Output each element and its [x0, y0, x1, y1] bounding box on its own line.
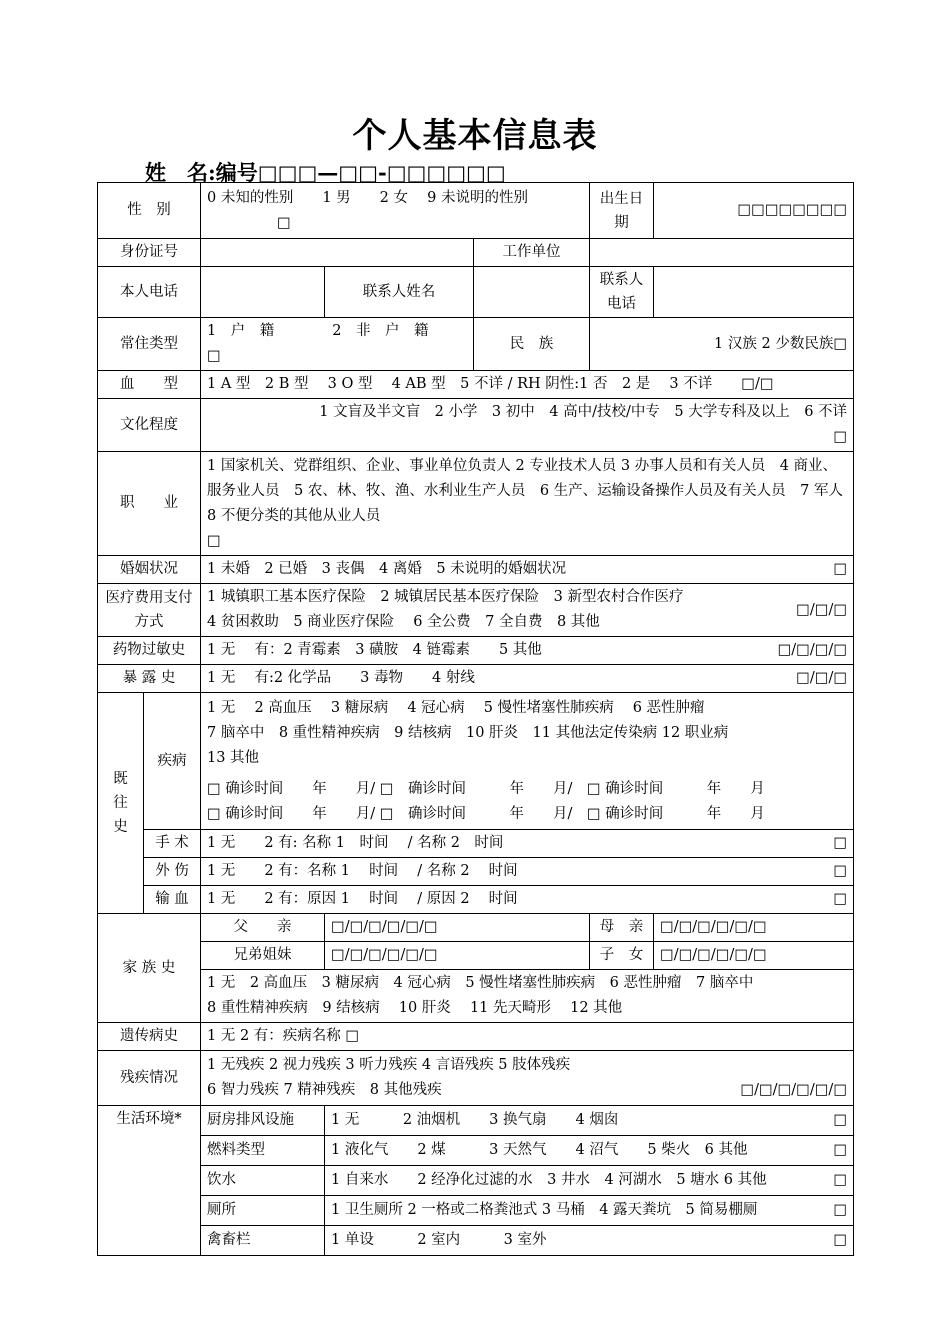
father-boxes[interactable]: □/□/□/□/□/□	[325, 914, 590, 942]
surgery-text: 1 无 2 有: 名称 1 时间 / 名称 2 时间	[207, 835, 504, 851]
history-disease-row	[98, 693, 854, 830]
allergy-options[interactable]	[201, 637, 854, 665]
allergy-options-text: 1 无 有：2 青霉素 3 磺胺 4 链霉素 5 其他	[207, 642, 542, 658]
ethnic-options[interactable]: 1 汉族 2 少数民族□	[590, 318, 854, 371]
exposure-row	[98, 665, 854, 693]
work-field[interactable]	[590, 239, 854, 267]
living-item-name: 燃料类型	[201, 1136, 325, 1166]
residence-options[interactable]	[201, 318, 474, 371]
living-row-4	[98, 1226, 854, 1256]
name-label: 姓 名:	[145, 160, 216, 185]
transfusion-row	[98, 886, 854, 914]
education-options-text: 1 文盲及半文盲 2 小学 3 初中 4 高中/技校/中专 5 大学专科及以上 6 不详	[319, 404, 848, 420]
living-item-name: 饮水	[201, 1166, 325, 1196]
family-siblings-row	[98, 942, 854, 970]
medical-pay-line1: 1 城镇职工基本医疗保险 2 城镇居民基本医疗保险 3 新型农村合作医疗	[207, 589, 684, 605]
marriage-checkbox[interactable]: □	[833, 561, 848, 577]
occupation-checkbox[interactable]: □	[207, 532, 221, 549]
disability-row	[98, 1051, 854, 1106]
diagnosis-row-2[interactable]: □ 确诊时间 年 月/ □ 确诊时间 年 月/ □ 确诊时间 年 月	[207, 805, 765, 822]
disease-line2: 7 脑卒中 8 重性精神疾病 9 结核病 10 肝炎 11 其他法定传染病 12 职业病	[207, 724, 729, 741]
living-checkbox[interactable]: □	[833, 1232, 848, 1248]
medical-pay-options[interactable]	[201, 584, 854, 637]
surgery-options[interactable]	[201, 830, 854, 858]
trauma-row	[98, 858, 854, 886]
occupation-label: 职 业	[98, 452, 201, 556]
contact-phone-label: 联系人电话	[590, 267, 654, 318]
exposure-options[interactable]	[201, 665, 854, 693]
transfusion-checkbox[interactable]: □	[833, 891, 848, 907]
family-diseases-row	[98, 970, 854, 1023]
contact-label: 联系人姓名	[325, 267, 474, 318]
phone-label: 本人电话	[98, 267, 201, 318]
living-checkbox[interactable]: □	[833, 1202, 848, 1218]
living-options-text: 1 卫生厕所 2 一格或二格粪池式 3 马桶 4 露天粪坑 5 简易棚厕	[331, 1202, 758, 1218]
disability-line2: 6 智力残疾 7 精神残疾 8 其他残疾	[207, 1082, 442, 1098]
family-line2: 8 重性精神疾病 9 结核病 10 肝炎 11 先天畸形 12 其他	[207, 1000, 623, 1016]
living-options-text: 1 单设 2 室内 3 室外	[331, 1232, 547, 1248]
disease-line3: 13 其他	[207, 749, 260, 766]
birth-boxes[interactable]: □□□□□□□□	[654, 183, 854, 239]
blood-row	[98, 371, 854, 399]
living-checkbox[interactable]: □	[833, 1172, 848, 1188]
history-label	[98, 693, 144, 914]
family-disease-options[interactable]	[201, 970, 854, 1023]
id-row	[98, 239, 854, 267]
father-label: 父 亲	[201, 914, 325, 942]
medical-pay-label: 医疗费用支付方式	[98, 584, 201, 637]
medical-pay-row	[98, 584, 854, 637]
living-checkbox[interactable]: □	[833, 1142, 848, 1158]
living-item-name: 禽畜栏	[201, 1226, 325, 1256]
residence-row	[98, 318, 854, 371]
work-label: 工作单位	[474, 239, 590, 267]
education-checkbox[interactable]: □	[833, 429, 848, 445]
living-options-text: 1 无 2 油烟机 3 换气扇 4 烟囱	[331, 1112, 619, 1128]
trauma-options[interactable]	[201, 858, 854, 886]
exposure-label: 暴 露 史	[98, 665, 201, 693]
disease-line1: 1 无 2 高血压 3 糖尿病 4 冠心病 5 慢性堵塞性肺疾病 6 恶性肿瘤	[207, 699, 705, 716]
disability-options[interactable]	[201, 1051, 854, 1106]
blood-label: 血 型	[98, 371, 201, 399]
residence-options-text: 1 户 籍 2 非 户 籍	[207, 323, 429, 339]
genetic-options[interactable]: 1 无 2 有：疾病名称 □	[201, 1023, 854, 1051]
surgery-checkbox[interactable]: □	[833, 835, 848, 851]
disease-label: 疾病	[144, 693, 201, 830]
allergy-boxes[interactable]: □/□/□/□	[777, 642, 848, 658]
education-label: 文化程度	[98, 399, 201, 452]
birth-label: 出生日期	[590, 183, 654, 239]
education-row	[98, 399, 854, 452]
contact-field[interactable]	[474, 267, 590, 318]
page-title: 个人基本信息表	[352, 116, 598, 156]
allergy-label: 药物过敏史	[98, 637, 201, 665]
gender-row	[98, 183, 854, 239]
number-boxes[interactable]: □□□—□□-□□□□□□	[257, 160, 506, 185]
occupation-row	[98, 452, 854, 556]
trauma-label: 外 伤	[144, 858, 201, 886]
marriage-label: 婚姻状况	[98, 556, 201, 584]
living-row-0	[98, 1106, 854, 1136]
gender-options[interactable]	[201, 183, 590, 239]
living-label: 生活环境*	[98, 1106, 201, 1256]
basic-info-table	[97, 182, 858, 1256]
living-row-3	[98, 1196, 854, 1226]
contact-phone-field[interactable]	[654, 267, 854, 318]
allergy-row	[98, 637, 854, 665]
children-label: 子 女	[590, 942, 654, 970]
family-father-row	[98, 914, 854, 942]
medical-pay-line2: 4 贫困救助 5 商业医疗保险 6 全公费 7 全自费 8 其他	[207, 614, 600, 630]
living-item-name: 厕所	[201, 1196, 325, 1226]
residence-label: 常住类型	[98, 318, 201, 371]
phone-field[interactable]	[201, 267, 325, 318]
siblings-boxes[interactable]: □/□/□/□/□/□	[325, 942, 590, 970]
surgery-label: 手 术	[144, 830, 201, 858]
occupation-options-text: 1 国家机关、党群组织、企业、事业单位负责人 2 专业技术人员 3 办事人员和有关人员 4 商业、服务业人员 5 农、林、牧、渔、水利业生产人员 6 生产、运输设备操作人员及有关人员 7 军人 8 不便分类的其他从业人员	[207, 457, 858, 524]
marriage-options-text: 1 未婚 2 已婚 3 丧偶 4 离婚 5 未说明的婚姻状况	[207, 561, 567, 577]
disability-line1: 1 无残疾 2 视力残疾 3 听力残疾 4 言语残疾 5 肢体残疾	[207, 1057, 571, 1073]
living-item-options[interactable]	[325, 1196, 854, 1226]
residence-checkbox[interactable]: □	[207, 348, 221, 364]
ethnic-label: 民 族	[474, 318, 590, 371]
exposure-boxes[interactable]: □/□/□	[796, 670, 848, 686]
disability-line2-wrap	[207, 1078, 847, 1103]
family-line1: 1 无 2 高血压 3 糖尿病 4 冠心病 5 慢性堵塞性肺疾病 6 恶性肿瘤 7 脑卒中	[207, 975, 754, 991]
transfusion-label: 输 血	[144, 886, 201, 914]
disease-options[interactable]	[201, 693, 854, 830]
genetic-label: 遗传病史	[98, 1023, 201, 1051]
mother-boxes[interactable]: □/□/□/□/□/□	[654, 914, 854, 942]
living-item-options[interactable]	[325, 1136, 854, 1166]
exposure-options-text: 1 无 有:2 化学品 3 毒物 4 射线	[207, 670, 475, 686]
mother-label: 母 亲	[590, 914, 654, 942]
living-row-1	[98, 1136, 854, 1166]
trauma-text: 1 无 2 有：名称 1 时间 / 名称 2 时间	[207, 863, 518, 879]
family-label: 家 族 史	[98, 914, 201, 1023]
gender-options-text: 0 未知的性别 1 男 2 女 9 未说明的性别	[207, 189, 528, 206]
phone-row	[98, 267, 854, 318]
surgery-row	[98, 830, 854, 858]
living-checkbox[interactable]: □	[833, 1112, 848, 1128]
marriage-options[interactable]	[201, 556, 854, 584]
living-item-options[interactable]	[325, 1106, 854, 1136]
transfusion-options[interactable]	[201, 886, 854, 914]
living-options-text: 1 自来水 2 经净化过滤的水 3 井水 4 河湖水 5 塘水 6 其他	[331, 1172, 767, 1188]
disability-label: 残疾情况	[98, 1051, 201, 1106]
children-boxes[interactable]: □/□/□/□/□/□	[654, 942, 854, 970]
occupation-options[interactable]	[201, 452, 858, 556]
living-options-text: 1 液化气 2 煤 3 天然气 4 沼气 5 柴火 6 其他	[331, 1142, 748, 1158]
number-label: 编号	[215, 160, 258, 185]
living-row-2	[98, 1166, 854, 1196]
history-label-text: 既往史	[113, 771, 128, 835]
disability-boxes[interactable]: □/□/□/□/□/□	[740, 1082, 848, 1098]
medical-pay-boxes[interactable]: □/□/□	[796, 602, 848, 618]
siblings-label: 兄弟姐妹	[201, 942, 325, 970]
living-item-options[interactable]	[325, 1226, 854, 1256]
genetic-row	[98, 1023, 854, 1051]
marriage-row	[98, 556, 854, 584]
living-item-options[interactable]	[325, 1166, 854, 1196]
id-label: 身份证号	[98, 239, 201, 267]
living-item-name: 厨房排风设施	[201, 1106, 325, 1136]
transfusion-text: 1 无 2 有：原因 1 时间 / 原因 2 时间	[207, 891, 518, 907]
gender-checkbox[interactable]: □	[277, 214, 291, 231]
gender-label: 性 别	[98, 183, 201, 239]
id-field[interactable]	[201, 239, 474, 267]
trauma-checkbox[interactable]: □	[833, 863, 848, 879]
diagnosis-row-1[interactable]: □ 确诊时间 年 月/ □ 确诊时间 年 月/ □ 确诊时间 年 月	[207, 780, 765, 797]
blood-options[interactable]: 1 A 型 2 B 型 3 O 型 4 AB 型 5 不详 / RH 阴性:1 否 2 是 3 不详 □/□	[201, 371, 854, 399]
education-options[interactable]	[201, 399, 854, 452]
